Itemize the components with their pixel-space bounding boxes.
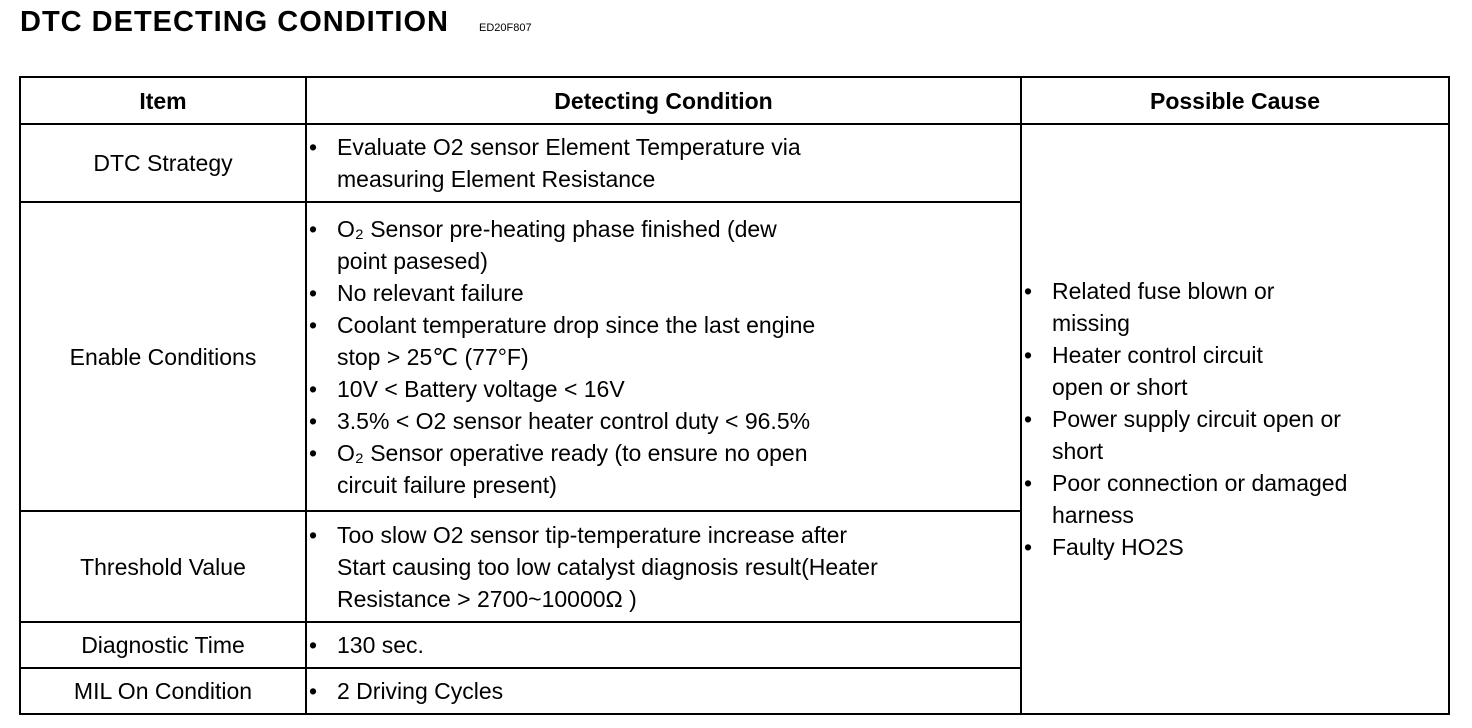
possible-cause-cell [1021, 124, 1449, 714]
item-cell: DTC Strategy [20, 124, 306, 202]
condition-item: • Evaluate O2 sensor Element Temperature via measuring Element Resistance [307, 131, 897, 195]
possible-cause-item: • Power supply circuit open or short [1022, 403, 1377, 467]
condition-list [307, 519, 1020, 615]
column-header-item: Item [20, 77, 306, 124]
possible-cause-list [1022, 275, 1448, 563]
item-cell: Enable Conditions [20, 202, 306, 511]
document-code: ED20F807 [479, 22, 532, 34]
condition-list [307, 675, 1020, 707]
condition-item: • 3.5% < O2 sensor heater control duty < 96.5% [307, 405, 1020, 437]
condition-list [307, 131, 1020, 195]
condition-item: • O₂ Sensor operative ready (to ensure no open circuit failure present) [307, 437, 857, 501]
item-cell: Threshold Value [20, 511, 306, 622]
item-cell: MIL On Condition [20, 668, 306, 714]
condition-item: • No relevant failure [307, 277, 1020, 309]
possible-cause-item: • Heater control circuit open or short [1022, 339, 1292, 403]
condition-cell [306, 124, 1021, 202]
condition-cell [306, 511, 1021, 622]
table-row-dtc-strategy [20, 124, 1449, 202]
condition-item: • 2 Driving Cycles [307, 675, 1020, 707]
condition-item: • Coolant temperature drop since the last engine stop > 25℃ (77°F) [307, 309, 837, 373]
table-header-row [20, 77, 1449, 124]
condition-item: • 10V < Battery voltage < 16V [307, 373, 1020, 405]
possible-cause-item: • Faulty HO2S [1022, 531, 1352, 563]
condition-cell [306, 668, 1021, 714]
possible-cause-item: • Related fuse blown or missing [1022, 275, 1292, 339]
condition-cell [306, 202, 1021, 511]
condition-item: • O₂ Sensor pre-heating phase finished (dew point pasesed) [307, 213, 827, 277]
condition-cell [306, 622, 1021, 668]
page-title: DTC DETECTING CONDITION [20, 6, 449, 38]
condition-item: • 130 sec. [307, 629, 1020, 661]
dtc-condition-table [19, 76, 1450, 715]
possible-cause-item: • Poor connection or damaged harness [1022, 467, 1402, 531]
condition-list [307, 213, 1020, 501]
column-header-detecting-condition: Detecting Condition [306, 77, 1021, 124]
condition-item: • Too slow O2 sensor tip-temperature increase after Start causing too low catalyst diagnosis result(Heater Resistance > 2700~10000Ω ) [307, 519, 897, 615]
page-header [20, 6, 532, 39]
column-header-possible-cause: Possible Cause [1021, 77, 1449, 124]
condition-list [307, 629, 1020, 661]
item-cell: Diagnostic Time [20, 622, 306, 668]
